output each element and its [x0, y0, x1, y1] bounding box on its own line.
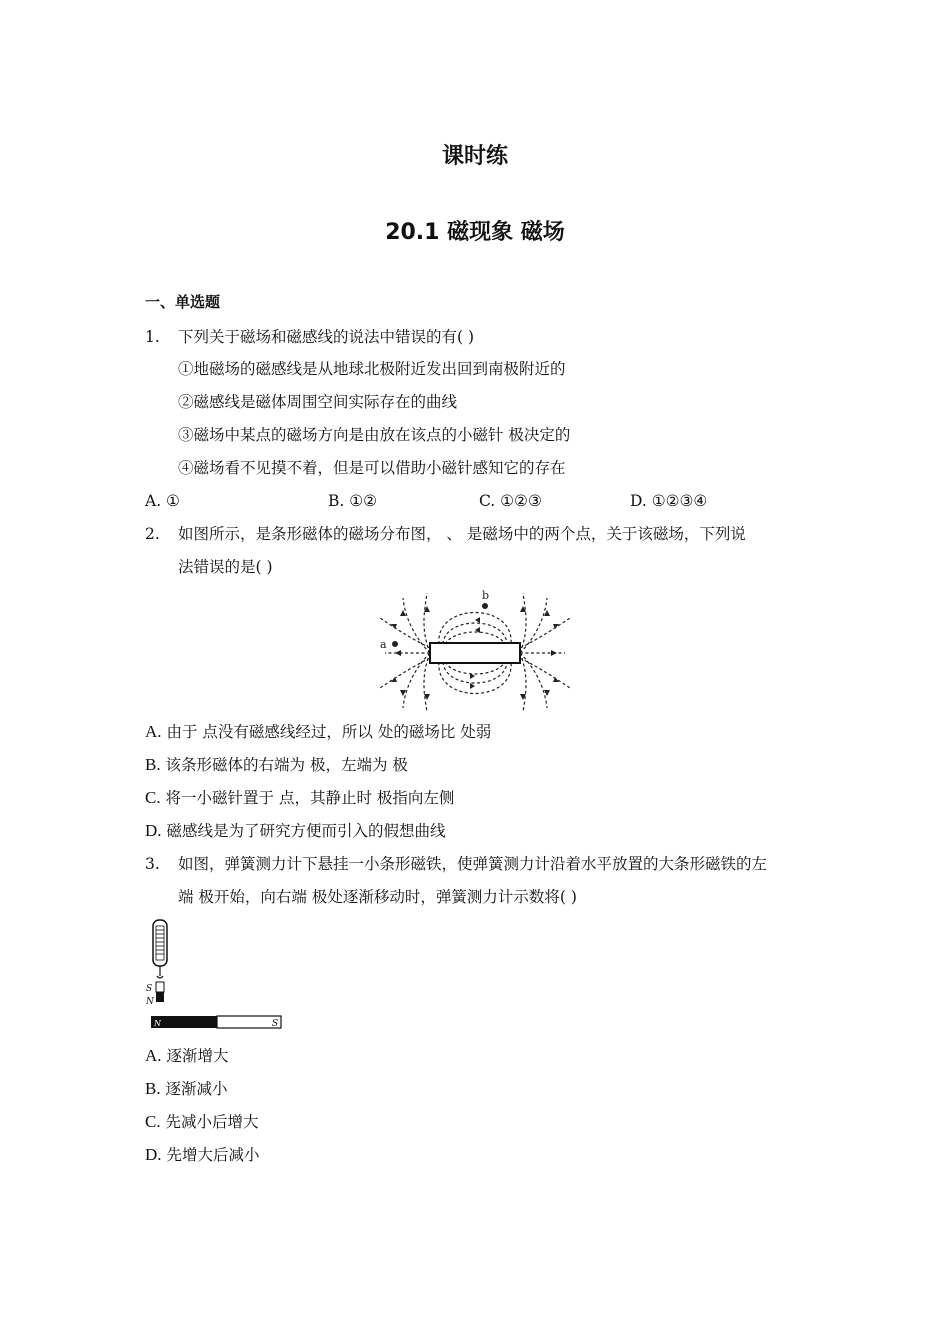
option-text: 先增大后减小 — [166, 1146, 260, 1164]
option-text: 该条形磁体的右端为 极，左端为 极 — [165, 756, 408, 774]
statement-item: ③磁场中某点的磁场方向是由放在该点的小磁针 极决定的 — [178, 426, 571, 444]
option-c[interactable] — [145, 1112, 259, 1132]
option-text: 逐渐减小 — [165, 1080, 228, 1098]
option-letter: A. — [145, 722, 162, 741]
statement-item: ②磁感线是磁体周围空间实际存在的曲线 — [178, 393, 458, 411]
question-text-continued: 端 极开始，向右端 极处逐渐移动时，弹簧测力计示数将( ) — [178, 888, 577, 906]
big-magnet-n-label: N — [154, 1019, 161, 1028]
point-b-label: b — [482, 589, 490, 602]
option-c[interactable] — [145, 788, 454, 808]
option-b[interactable]: B. ①② — [328, 492, 378, 510]
page-subtitle: 20.1 磁现象 磁场 — [385, 220, 565, 245]
option-letter: A. — [145, 1046, 162, 1065]
option-letter: D. — [145, 821, 162, 840]
option-text: 逐渐增大 — [166, 1047, 229, 1065]
statement-item: ①地磁场的磁感线是从地球北极附近发出回到南极附近的 — [178, 360, 566, 378]
option-text: 由于 点没有磁感线经过，所以 处的磁场比 处弱 — [166, 723, 492, 741]
small-magnet-n-label: N — [146, 997, 154, 1007]
question-number: 1. — [145, 328, 160, 346]
option-letter: B. — [145, 755, 161, 774]
option-a[interactable] — [145, 1046, 228, 1066]
question-text: 如图所示，是条形磁体的磁场分布图， 、 是磁场中的两个点，关于该磁场，下列说 — [178, 525, 746, 543]
option-text: 磁感线是为了研究方便而引入的假想曲线 — [166, 822, 446, 840]
big-magnet-s-label: S — [272, 1019, 279, 1029]
option-b[interactable] — [145, 755, 408, 775]
statement-item: ④磁场看不见摸不着，但是可以借助小磁针感知它的存在 — [178, 459, 566, 477]
option-letter: D. — [145, 1145, 162, 1164]
question-text: 如图，弹簧测力计下悬挂一小条形磁铁，使弹簧测力计沿着水平放置的大条形磁铁的左 — [178, 855, 768, 873]
point-a-label: a — [380, 638, 387, 651]
option-text: 将一小磁针置于 点，其静止时 极指向左侧 — [165, 789, 455, 807]
option-text: 先减小后增大 — [165, 1113, 259, 1131]
option-d[interactable] — [145, 1145, 259, 1165]
option-b[interactable] — [145, 1079, 228, 1099]
option-d[interactable] — [145, 821, 445, 841]
option-c[interactable]: C. ①②③ — [479, 492, 542, 510]
small-magnet-s-label: S — [146, 984, 153, 994]
page-title: 课时练 — [441, 144, 508, 169]
spring-scale-magnet-figure — [143, 918, 288, 1033]
question-number: 2. — [145, 525, 160, 543]
option-d[interactable]: D. ①②③④ — [630, 492, 708, 510]
option-letter: B. — [145, 1079, 161, 1098]
option-a[interactable] — [145, 722, 491, 742]
option-a[interactable]: A. ① — [145, 492, 180, 510]
option-letter: C. — [145, 788, 161, 807]
question-text: 下列关于磁场和磁感线的说法中错误的有( ) — [178, 328, 475, 346]
section-heading: 一、单选题 — [145, 293, 221, 311]
bar-magnet-field-figure — [375, 588, 575, 713]
option-letter: C. — [145, 1112, 161, 1131]
question-number: 3. — [145, 855, 160, 873]
question-text-continued: 法错误的是( ) — [178, 558, 273, 576]
